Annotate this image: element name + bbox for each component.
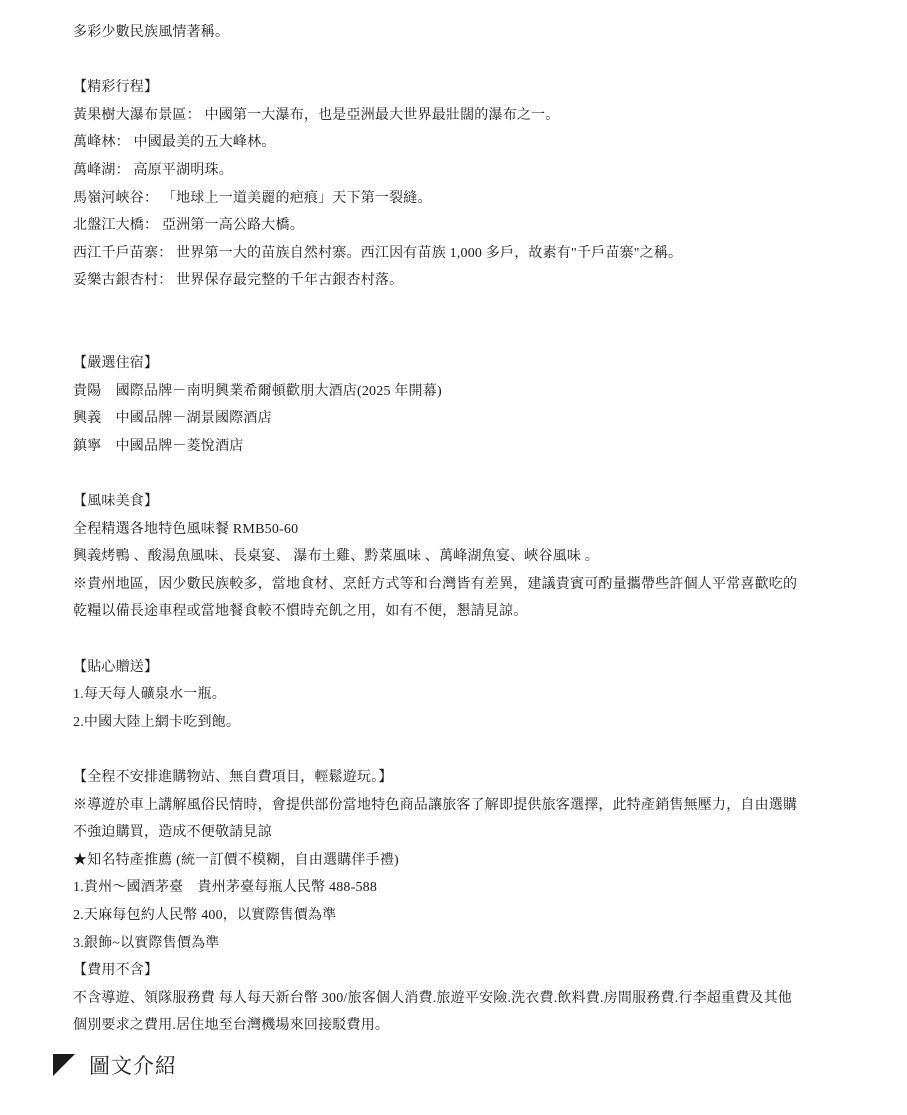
section-gifts — [73, 654, 863, 737]
intro-line: 多彩少數民族風情著稱。 — [73, 25, 230, 40]
highlight-item: 萬峰湖： 高原平湖明珠。 — [73, 162, 233, 178]
section-heading-food: 【風味美食】 — [73, 494, 159, 510]
highlight-item: 馬嶺河峽谷： 「地球上一道美麗的疤痕」天下第一裂縫。 — [73, 190, 432, 206]
gift-item: 2.中國大陸上網卡吃到飽。 — [73, 714, 241, 730]
hotel-item: 興義 中國品牌－湖景國際酒店 — [73, 411, 272, 427]
food-item: 全程精選各地特色風味餐 RMB50-60 — [73, 521, 299, 537]
shopping-item: 3.銀飾~以實際售價為準 — [73, 935, 220, 951]
hotel-item: 貴陽 國際品牌－南明興業希爾頓歡朋大酒店(2025 年開幕) — [73, 383, 442, 399]
hotel-item: 鎮寧 中國品牌－菱悅酒店 — [73, 438, 244, 454]
shopping-item: 不強迫購買，造成不便敬請見諒 — [73, 825, 272, 841]
food-item: 興義烤鴨 、酸湯魚風味、長桌宴、 瀑布土雞、黔菜風味 、萬峰湖魚宴、峽谷風味 。 — [73, 549, 599, 565]
section-highlights — [73, 74, 863, 295]
highlight-item: 北盤江大橋： 亞洲第一高公路大橋。 — [73, 218, 304, 234]
section-shopping — [73, 764, 863, 957]
section-heading-hotels: 【嚴選住宿】 — [73, 356, 159, 372]
shopping-item: ★知名特產推薦 (統一訂價不模糊，自由選購伴手禮) — [73, 852, 399, 868]
footer-title: 圖文介紹 — [89, 1054, 177, 1078]
section-food — [73, 488, 863, 626]
highlight-item: 黃果樹大瀑布景區： 中國第一大瀑布，也是亞洲最大世界最壯闊的瀑布之一。 — [73, 107, 560, 123]
excluded-item: 不含導遊、領隊服務費 每人每天新台幣 300/旅客個人消費.旅遊平安險.洗衣費.飲料費.房間服務費.行李超重費及其他 — [73, 990, 792, 1006]
section-hotels — [73, 350, 863, 460]
food-item: ※貴州地區，因少數民族較多，當地食材、烹飪方式等和台灣皆有差異，建議貴賓可酌量攜帶些許個人平常喜歡吃的 — [73, 576, 798, 592]
triangle-marker-icon — [53, 1054, 75, 1076]
section-excluded — [73, 957, 863, 1040]
document-body — [73, 19, 863, 1040]
excluded-item: 個別要求之費用.居住地至台灣機場來回接駁費用。 — [73, 1018, 390, 1034]
shopping-item: 1.貴州～國酒茅臺 貴州茅臺每瓶人民幣 488-588 — [73, 880, 378, 896]
section-heading-excluded: 【費用不含】 — [73, 963, 159, 979]
highlight-item: 妥樂古銀杏村： 世界保存最完整的千年古銀杏村落。 — [73, 273, 404, 289]
section-heading-highlights: 【精彩行程】 — [73, 80, 159, 96]
section-heading-shopping: 【全程不安排進購物站、無自費項目，輕鬆遊玩。】 — [73, 770, 393, 786]
highlight-item: 萬峰林： 中國最美的五大峰林。 — [73, 135, 276, 151]
highlight-item: 西江千戶苗寨： 世界第一大的苗族自然村寨。西江因有苗族 1,000 多戶，故素有"千戶苗寨"之稱。 — [73, 245, 683, 261]
gift-item: 1.每天每人礦泉水一瓶。 — [73, 687, 226, 703]
section-heading-gifts: 【貼心贈送】 — [73, 659, 159, 675]
section-title-photo-intro — [53, 1050, 177, 1080]
shopping-item: ※導遊於車上講解風俗民情時，會提供部份當地特色商品讓旅客了解即提供旅客選擇，此特產銷售無壓力，自由選購 — [73, 797, 798, 813]
food-item: 乾糧以備長途車程或當地餐食較不慣時充飢之用，如有不便，懇請見諒。 — [73, 604, 528, 620]
shopping-item: 2.天麻每包約人民幣 400，以實際售價為準 — [73, 908, 337, 923]
